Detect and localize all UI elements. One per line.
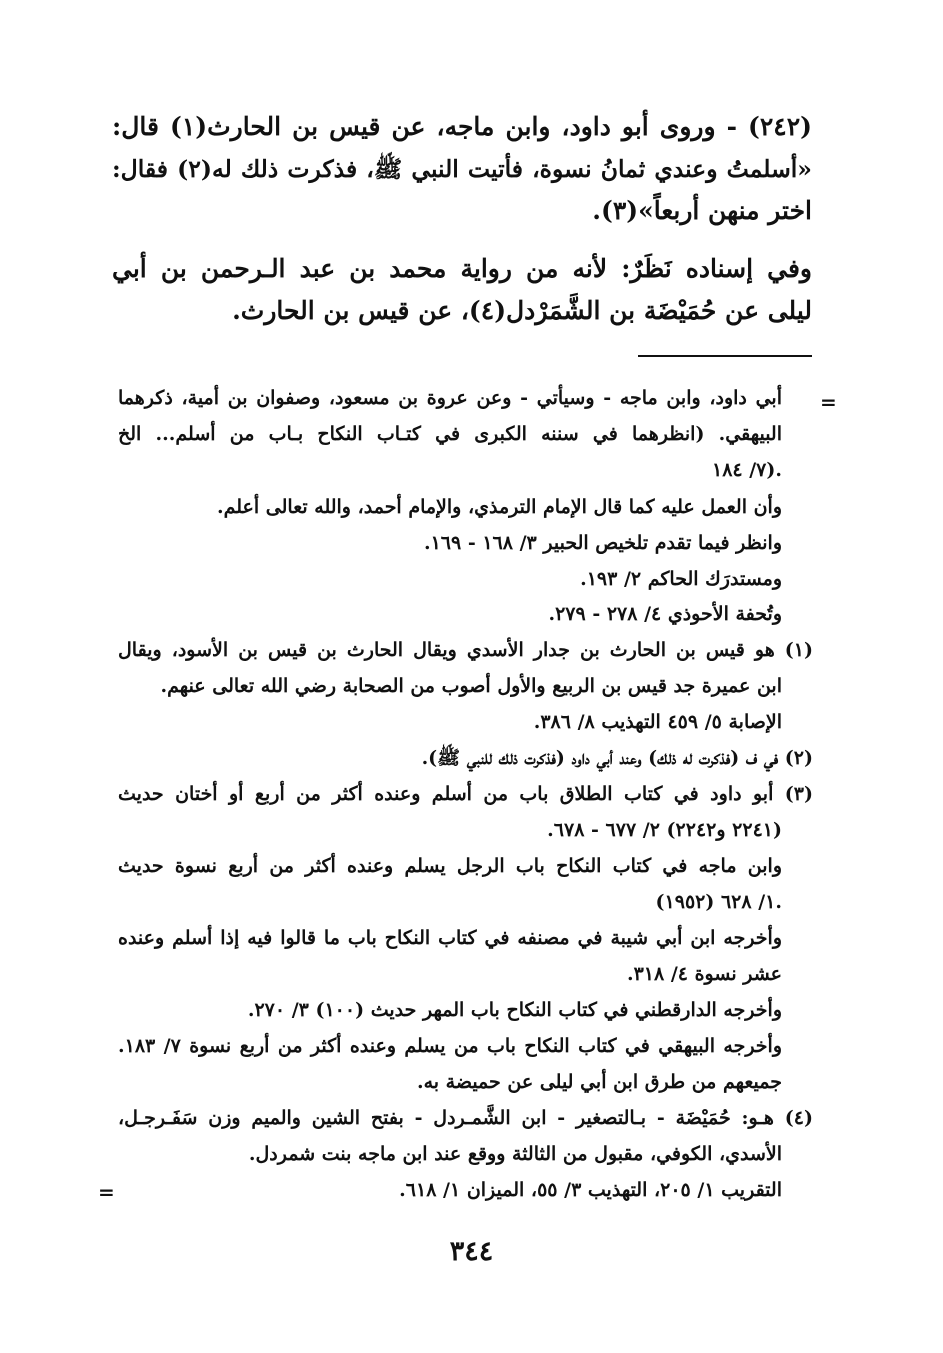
footnote-line: الإصابة ٥/ ٤٥٩ التهذيب ٨/ ٣٨٦. [533,711,782,733]
footnote-line: وابن ماجه في كتاب النكاح باب الرجل يسلم وعنده أكثر من أربع نسوة حديث [118,855,782,877]
footnote-line: (٢٢٤١ و٢٢٤٢) ٢/ ٦٧٧ - ٦٧٨. [547,819,782,841]
hadith-line: اختر منهن أربعاً»(٣). [592,196,812,225]
footnote-line: (٤) هـو: حُمَيْضَة - بـالتصغير - ابن الشَّمـردل - بفتح الشين والميم وزن سَفَـرجـل، [118,1107,813,1129]
footnote-line: وتُحفة الأحوذي ٤/ ٢٧٨ - ٢٧٩. [548,603,782,625]
hadith-line: «أسلمتُ وعندي ثمانُ نسوة، فأتيت النبي ﷺ، فذكرت ذلك له(٢) فقال: [112,155,812,183]
footnote-line: (١٩٥٢) ١/ ٦٢٨. [655,891,782,913]
comment-line: وفي إسناده نَظَرٌ: لأنه من رواية محمد بن عبد الـرحمن بن أبي [112,254,812,283]
footnote-line: عشر نسوة ٤/ ٣١٨. [626,963,782,985]
footnote-line: جميعهم من طرق ابن أبي ليلى عن حميضة به. [416,1071,782,1093]
footnote-line: أبي داود، وابن ماجه - وسيأتي - وعن عروة بن مسعود، وصفوان بن أمية، ذكرهما [118,387,782,409]
footnote-line: ومستدرَك الحاكم ٢/ ١٩٣. [580,568,782,590]
hadith-line: (٢٤٢) - وروى أبو داود، وابن ماجه، عن قيس بن الحارث(١) قال: [112,112,813,141]
footnote-line: (٣) أبو داود في كتاب الطلاق باب من أسلم وعنده أكثر من أربع أو أختان حديث [118,783,813,805]
footnote-line: الأسدي، الكوفي، مقبول من الثالثة ووقع عند ابن ماجه بنت شمردل. [248,1143,782,1165]
footnote-line: وأن العمل عليه كما قال الإمام الترمذي، والإمام أحمد، والله تعالى أعلم. [217,496,782,518]
continued-marker: = [820,390,837,414]
footnote-line: وأخرجه ابن أبي شيبة في مصنفه في كتاب النكاح باب ما قالوا فيه إذا أسلم وعنده [118,927,782,949]
footnote-line: ٧/ ١٨٤). [711,459,782,481]
footnote-line: وأخرجه الدارقطني في كتاب النكاح باب المهر حديث (١٠٠) ٣/ ٢٧٠. [247,999,782,1021]
continues-marker: = [98,1180,115,1204]
footnote-line: (٢) في ف (فذكرت له ذلك) وعند أبي داود (فذكرت ذلك للنبي ﷺ). [421,747,813,769]
footnote-line: وانظر فيما تقدم تلخيص الحبير ٣/ ١٦٨ - ١٦٩. [423,532,782,554]
footnote-line: ابن عميرة جد قيس بن الربيع والأول أصوب من الصحابة رضي الله تعالى عنهم. [160,675,782,697]
footnote-line: (١) هو قيس بن الحارث بن جدار الأسدي ويقال الحارث بن قيس بن الأسود، ويقال [118,639,813,661]
footnote-line: وأخرجه البيهقي في كتاب النكاح باب من يسلم وعنده أكثر من أربع نسوة ٧/ ١٨٣. [118,1035,783,1057]
comment-line: ليلى عن حُمَيْضَة بن الشَّمَرْدل(٤)، عن قيس بن الحارث. [232,296,812,325]
footnote-line: البيهقي. (انظرهما في سننه الكبرى في كتـاب النكاح بـاب من أسلم... الخ [118,423,782,445]
footnote-line: التقريب ١/ ٢٠٥، التهذيب ٣/ ٥٥، الميزان ١/ ٦١٨. [399,1179,782,1201]
page-number: ٣٤٤ [449,1236,494,1267]
footnote-separator [638,355,812,357]
